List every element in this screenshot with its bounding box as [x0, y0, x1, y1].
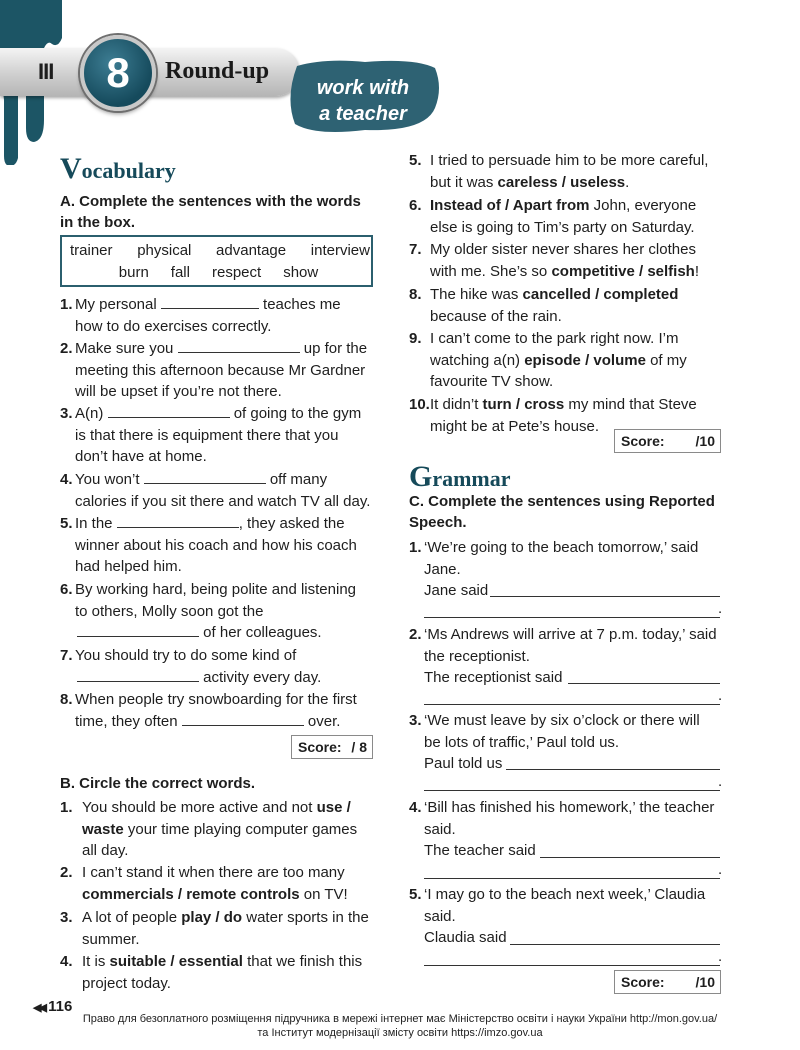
answer-line[interactable]: [506, 769, 720, 770]
circle-item: 8. The hike was cancelled / completed because of the rain.: [409, 286, 679, 325]
grammar-item: 3. ‘We must leave by six o’clock or there will be lots of traffic,’ Paul told us. Paul told us: [409, 712, 700, 772]
back-arrows-icon: ◀◀: [33, 1002, 44, 1014]
word-box-word: interview: [310, 242, 370, 259]
score-box-a: Score: / 8: [291, 735, 373, 759]
vocab-item: 5. In the , they asked the winner about his coach and how his coach had helped him.: [60, 515, 357, 575]
circle-item: 10. It didn’t turn / cross my mind that Steve might be at Pete’s house.: [409, 396, 697, 435]
word-box-word: advantage: [216, 242, 287, 259]
score-box-c: Score: /10: [614, 970, 721, 994]
answer-line[interactable]: [424, 704, 720, 705]
circle-item: 7. My older sister never shares her clothes with me. She’s so competitive / selfish!: [409, 241, 700, 280]
unit-number: 8: [80, 35, 156, 111]
grammar-item: 5. ‘I may go to the beach next week,’ Claudia said. Claudia said: [409, 886, 706, 946]
vocab-item: 1. My personal teaches me how to do exercises correctly.: [60, 296, 341, 335]
answer-period: .: [718, 600, 723, 617]
answer-period: .: [718, 773, 723, 790]
circle-item: 5. I tried to persuade him to be more careful, but it was careless / useless.: [409, 152, 709, 191]
answer-blank[interactable]: [117, 513, 239, 528]
answer-blank[interactable]: [77, 667, 199, 682]
vocab-item: 6. By working hard, being polite and listening to others, Molly soon got the of her colleagues.: [60, 581, 357, 641]
vocab-item: 7. You should try to do some kind of activity every day.: [60, 647, 322, 686]
instruction-a: A. Complete the sentences with the words in the box.: [60, 193, 361, 231]
stamp-line1: work with: [316, 77, 410, 99]
grammar-item: 1. ‘We’re going to the beach tomorrow,’ said Jane. Jane said: [409, 539, 699, 599]
answer-blank[interactable]: [178, 338, 300, 353]
unit-title: Round-up: [165, 58, 270, 84]
answer-line[interactable]: [490, 596, 720, 597]
answer-period: .: [718, 861, 723, 878]
circle-item: 1. You should be more active and not use / waste your time playing computer games all day.: [60, 799, 358, 859]
vocabulary-heading: Vocabulary: [60, 152, 176, 185]
circle-item: 4. It is suitable / essential that we finish this project today.: [60, 953, 363, 992]
word-box-word: physical: [137, 242, 192, 259]
stamp-line2: a teacher: [319, 103, 407, 125]
grammar-item: 2. ‘Ms Andrews will arrive at 7 p.m. today,’ said the receptionist. The receptionist said: [409, 626, 717, 686]
answer-period: .: [718, 687, 723, 704]
circle-item: 2. I can’t stand it when there are too many commercials / remote controls on TV!: [60, 864, 348, 903]
answer-blank[interactable]: [108, 403, 230, 418]
vocab-item: 4. You won’t off many calories if you sit there and watch TV all day.: [60, 471, 371, 510]
answer-line[interactable]: [424, 790, 720, 791]
instruction-c: C. Complete the sentences using Reported Speech.: [409, 493, 715, 531]
word-box-word: trainer: [70, 242, 113, 259]
footer-note: Право для безоплатного розміщення підручника в мережі інтернет має Міністерство освіти і науки України http://mon.gov.ua/ та Інститут модернізації змісту освіти https://imzo.gov.ua: [82, 1013, 718, 1039]
vocab-item: 2. Make sure you up for the meeting this afternoon because Mr Gardner will be upset if you’re not there.: [60, 340, 368, 400]
instruction-b: B. Circle the correct words.: [60, 775, 256, 792]
grammar-item: 4. ‘Bill has finished his homework,’ the teacher said. The teacher said: [409, 799, 715, 859]
score-box-b: Score: /10: [614, 429, 721, 453]
answer-blank[interactable]: [161, 294, 259, 309]
work-with-teacher-stamp: [285, 58, 443, 136]
section-bars: III: [38, 59, 54, 84]
vocab-item: 8. When people try snowboarding for the first time, they often over.: [60, 691, 357, 730]
word-box-word: fall: [170, 264, 190, 281]
circle-item: 3. A lot of people play / do water sports in the summer.: [60, 909, 369, 948]
word-box-word: burn: [118, 264, 149, 281]
answer-line[interactable]: [424, 617, 720, 618]
answer-line[interactable]: [540, 857, 720, 858]
answer-blank[interactable]: [182, 711, 304, 726]
answer-blank[interactable]: [144, 469, 266, 484]
word-box-word: show: [283, 264, 319, 281]
answer-blank[interactable]: [77, 622, 199, 637]
grammar-heading: Grammar: [409, 460, 511, 493]
answer-period: .: [718, 948, 723, 965]
circle-item: 9. I can’t come to the park right now. I’m watching a(n) episode / volume of my favourite TV show.: [409, 330, 687, 390]
page-number: ◀◀ 116: [33, 998, 73, 1015]
answer-line[interactable]: [424, 878, 720, 879]
word-box: [60, 235, 373, 287]
answer-line[interactable]: [424, 965, 720, 966]
answer-line[interactable]: [510, 944, 720, 945]
circle-item: 6. Instead of / Apart from John, everyone else is going to Tim’s party on Saturday.: [409, 197, 697, 236]
word-box-word: respect: [211, 264, 262, 281]
answer-line[interactable]: [568, 683, 720, 684]
vocab-item: 3. A(n) of going to the gym is that there is equipment there that you don’t have at home.: [60, 405, 362, 465]
